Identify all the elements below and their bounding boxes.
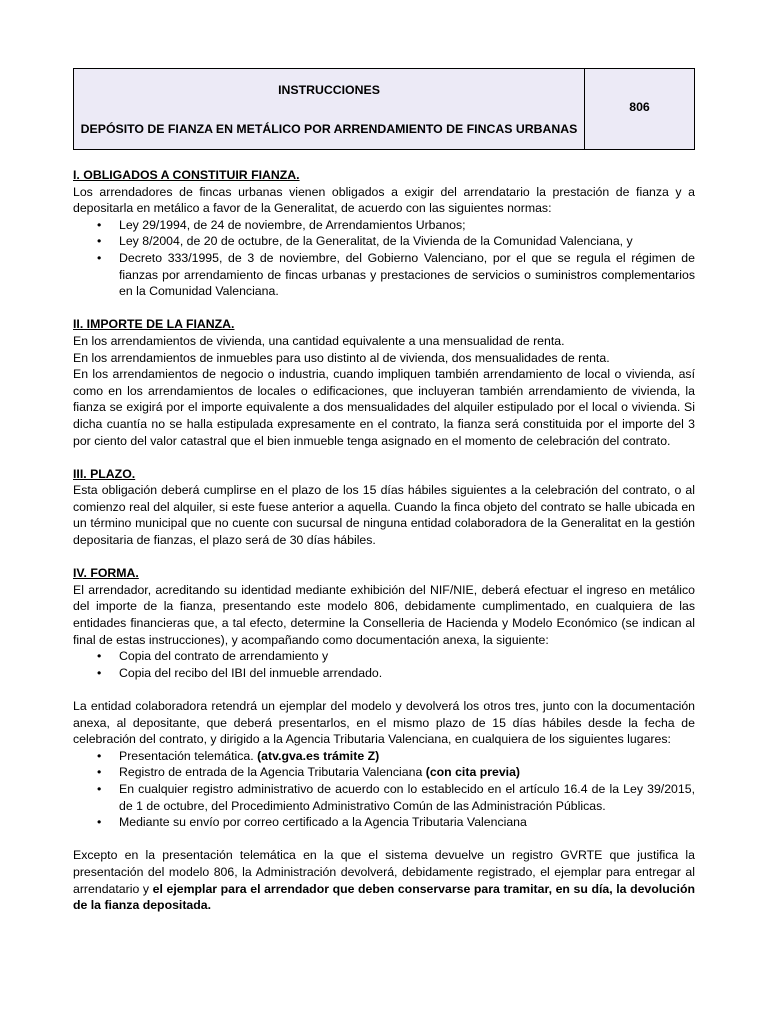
item-text: En cualquier registro administrativo de acuerdo con lo establecido en el artículo 16.4 de la Ley 39/2015, de 1 de octubre, del Procedimiento Administrativo Común de las Administración Públicas.: [119, 781, 695, 813]
paragraph-text: Excepto en la presentación telemática en la que el sistema devuelve un registro GVRTE que justifica la presentación del modelo 806, la Administración devolverá, debidamente registrado, el ejemplar para entregar al arrendatario y: [73, 848, 695, 896]
section-2-p2: En los arrendamientos de inmuebles para uso distinto al de vivienda, dos mensualidades de renta.: [73, 350, 610, 365]
header-subtitle: DEPÓSITO DE FIANZA EN METÁLICO POR ARRENDAMIENTO DE FINCAS URBANAS: [80, 122, 578, 136]
section-2-p1: En los arrendamientos de vivienda, una cantidad equivalente a una mensualidad de renta.: [73, 333, 565, 348]
item-text: Mediante su envío por correo certificado a la Agencia Tributaria Valenciana: [119, 815, 527, 830]
section-3-p1: Esta obligación deberá cumplirse en el plazo de los 15 días hábiles siguientes a la celebración del contrato, o al comienzo real del alquiler, si este fuese anterior a aquella. Cuando la finca objeto del contrato se halle ubicada en un término municipal que no cuente con sucursal de ninguna entidad colaboradora de la Generalitat en la gestión depositaria de fianzas, el plazo será de 30 días hábiles.: [73, 483, 695, 548]
list-item: [73, 814, 695, 831]
section-1-list: [73, 217, 695, 300]
section-1-intro: Los arrendadores de fincas urbanas vienen obligados a exigir del arrendatario la prestación de fianza y a depositarla en metálico a favor de la Generalitat, de acuerdo con las siguientes normas:: [73, 184, 695, 216]
section-4-list-1: [73, 648, 695, 681]
section-4-p2: La entidad colaboradora retendrá un ejemplar del modelo y devolverá los otros tres, junto con la documentación anexa, al depositante, que deberá presentarlos, en el mismo plazo de 15 días hábiles desde la fecha de celebración del contrato, y dirigido a la Agencia Tributaria Valenciana, en cualquiera de los siguientes lugares:: [73, 699, 695, 747]
form-code: 806: [629, 99, 650, 114]
header-box: [73, 68, 695, 150]
list-item: [73, 781, 695, 814]
list-item: • Copia del recibo del IBI del inmueble arrendado.: [73, 665, 695, 682]
item-text: Presentación telemática.: [119, 748, 258, 763]
item-text: Registro de entrada de la Agencia Tributaria Valenciana: [119, 765, 426, 780]
section-4-p1: El arrendador, acreditando su identidad mediante exhibición del NIF/NIE, deberá efectuar el ingreso en metálico del importe de la fianza, presentando este modelo 806, debidamente cumplimentado, en cualquiera de las entidades financieras que, a tal efecto, determine la Conselleria de Hacienda y Modelo Económico (se indican al final de estas instrucciones), y acompañando como documentación anexa, la siguiente:: [73, 582, 695, 647]
section-2-title: II. IMPORTE DE LA FIANZA.: [73, 317, 235, 332]
section-4-list-2: [73, 748, 695, 831]
list-item: • Ley 8/2004, de 20 de octubre, de la Generalitat, de la Vivienda de la Comunidad Valenciana, y: [73, 233, 695, 250]
paragraph-bold-text: el ejemplar para el arrendador que deben conservarse para tramitar, en su día, la devolución de la fianza depositada.: [73, 881, 695, 913]
section-4-title: IV. FORMA.: [73, 566, 139, 581]
list-item: • Ley 29/1994, de 24 de noviembre, de Arrendamientos Urbanos;: [73, 217, 695, 234]
header-title-cell: [74, 69, 585, 149]
section-1-title: I. OBLIGADOS A CONSTITUIR FIANZA.: [73, 168, 300, 182]
list-item: • Copia del contrato de arrendamiento y: [73, 648, 695, 665]
header-title: INSTRUCCIONES: [278, 83, 380, 98]
section-3-title: III. PLAZO.: [73, 466, 136, 481]
list-item: [73, 748, 695, 765]
item-link-text: (atv.gva.es trámite Z): [257, 748, 380, 763]
list-item: [73, 764, 695, 781]
instructions-body: [73, 167, 695, 914]
list-item: • Decreto 333/1995, de 3 de noviembre, del Gobierno Valenciano, por el que se regula el régimen de fianzas por arrendamiento de fincas urbanas y prestaciones de servicios o suministros complementarios en la Comunidad Valenciana.: [73, 250, 695, 300]
item-note: (con cita previa): [425, 765, 521, 780]
section-2-p3: En los arrendamientos de negocio o industria, cuando impliquen también arrendamiento de local o vivienda, así como en los arrendamientos de locales o edificaciones, que incluyeran también arrendamiento de vivienda, la fianza se exigirá por el importe equivalente a dos mensualidades del alquiler estipulado por el local o vivienda. Si dicha cuantía no se halla estipulada expresamente en el contrato, la fianza será constituida por el importe del 3 por ciento del valor catastral que el bien inmueble tenga asignado en el momento de celebración del contrato.: [73, 367, 695, 448]
section-4-p3: [73, 847, 695, 913]
